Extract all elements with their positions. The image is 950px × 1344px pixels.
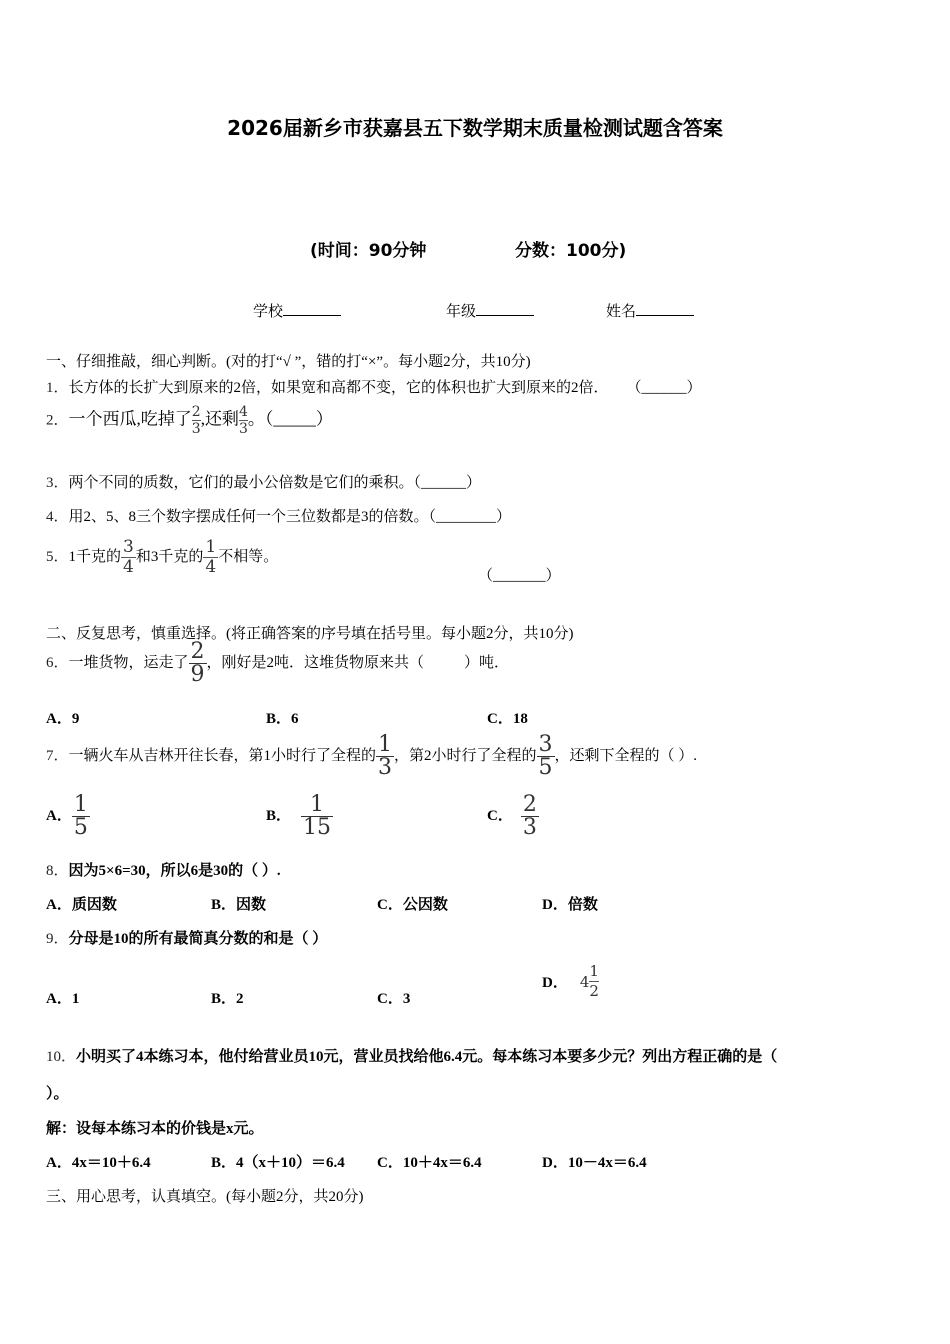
q10-option-b[interactable]: B．4（x＋10）＝6.4 (211, 1155, 345, 1171)
q5-number: 5． (46, 548, 69, 565)
q7-f1-num: 1 (378, 732, 393, 757)
question-10 (46, 1045, 777, 1066)
q7-number: 7． (46, 747, 69, 764)
q6-text-c: ）吨． (464, 654, 510, 671)
q7-f2-num: 3 (538, 732, 553, 757)
q2-fraction-1 (192, 404, 201, 437)
q7-fraction-2 (537, 734, 555, 779)
q6-number: 6． (46, 654, 69, 671)
q7-option-b-label: B． (266, 807, 292, 824)
exam-score: 分数：100分) (515, 241, 627, 261)
q9-option-c[interactable]: C．3 (377, 991, 411, 1007)
q7-a-den: 5 (73, 815, 88, 840)
grade-label: 年级 (446, 304, 477, 320)
grade-blank[interactable] (476, 301, 534, 316)
q7-c-num: 2 (522, 792, 537, 817)
question-9 (46, 927, 327, 948)
q7-option-c-label: C． (487, 807, 513, 824)
q5-f2-den: 4 (205, 557, 217, 577)
q10-option-d[interactable]: D．10－4x＝6.4 (542, 1155, 647, 1171)
question-6 (46, 641, 509, 686)
q8-option-b[interactable]: B．因数 (211, 897, 267, 913)
q6-option-b[interactable]: B．6 (266, 711, 299, 727)
q2-fraction-2 (239, 404, 248, 437)
name-label: 姓名 (606, 304, 637, 320)
q3-blank[interactable]: （______） (413, 475, 482, 491)
name-field (606, 300, 694, 321)
q10-option-c[interactable]: C．10＋4x＝6.4 (377, 1155, 482, 1171)
q8-text: 因为5×6=30，所以6是30的（ ）. (68, 863, 281, 879)
q9-option-d[interactable] (542, 962, 599, 1001)
q5-blank[interactable]: （_______） (478, 568, 561, 584)
q9-d-den: 2 (589, 982, 599, 1000)
q5-fraction-2 (203, 538, 218, 577)
q9-option-d-whole: 4 (579, 972, 590, 991)
q7-text-b: ，第2小时行了全程的 (394, 747, 537, 764)
q10-number: 10． (46, 1049, 77, 1065)
q8-option-d[interactable]: D．倍数 (542, 897, 598, 913)
section-1-heading: 一、仔细推敲，细心判断。(对的打“√ ”，错的打“×”。每小题2分，共10分) (46, 354, 531, 370)
q2-text-a: 一个西瓜,吃掉了 (68, 409, 192, 429)
q6-text-a: 一堆货物，运走了 (68, 654, 189, 671)
q8-option-a[interactable]: A．质因数 (46, 897, 117, 913)
q8-number: 8． (46, 863, 69, 879)
q7-c-den: 3 (522, 815, 537, 840)
question-5 (46, 538, 278, 577)
question-7 (46, 734, 697, 779)
q2-f1-num: 2 (191, 404, 201, 420)
q2-f2-num: 4 (238, 404, 248, 420)
q7-f1-den: 3 (378, 755, 393, 780)
q10-line-1: 小明买了4本练习本，他付给营业员10元，营业员找给他6.4元。每本练习本要多少元？列出方程正确的是（ (76, 1049, 778, 1065)
q6-option-a[interactable]: A．9 (46, 711, 80, 727)
q5-text-b: 和3千克的 (135, 548, 204, 565)
q6-f-num: 2 (190, 639, 205, 664)
question-1 (46, 376, 702, 397)
q7-option-a[interactable] (46, 794, 90, 839)
q7-fraction-1 (376, 734, 394, 779)
q7-option-b-fraction (301, 794, 333, 839)
q8-option-c[interactable]: C．公因数 (377, 897, 448, 913)
q5-text-c: 不相等。 (218, 548, 279, 565)
q6-fraction (189, 641, 207, 686)
q2-f1-den: 3 (191, 421, 201, 437)
section-3-heading: 三、用心思考，认真填空。(每小题2分，共20分) (46, 1189, 364, 1205)
q7-option-b[interactable] (266, 794, 333, 839)
q2-text-c[interactable]: 。（_____） (247, 409, 333, 429)
q9-option-d-label: D． (542, 975, 568, 991)
name-blank[interactable] (636, 301, 694, 316)
q5-f2-num: 1 (205, 537, 217, 557)
q2-text-b: ,还剩 (200, 409, 239, 429)
q5-fraction-1 (121, 538, 136, 577)
q5-f1-den: 4 (123, 557, 134, 577)
q7-option-c[interactable] (487, 794, 539, 839)
q7-text-c: ，还剩下全程的（ ）. (554, 747, 698, 764)
q9-text: 分母是10的所有最简真分数的和是（ ） (68, 931, 328, 947)
q1-text: 长方体的长扩大到原来的2倍，如果宽和高都不变，它的体积也扩大到原来的2倍． (68, 380, 609, 396)
q9-option-d-fraction (589, 962, 599, 1001)
q9-option-b[interactable]: B．2 (211, 991, 244, 1007)
q7-b-den: 15 (303, 815, 332, 840)
q3-text: 两个不同的质数，它们的最小公倍数是它们的乘积。 (68, 475, 414, 491)
section-2-heading: 二、反复思考，慎重选择。(将正确答案的序号填在括号里。每小题2分，共10分) (46, 626, 574, 642)
q4-number: 4． (46, 509, 69, 525)
q6-option-c[interactable]: C．18 (487, 711, 528, 727)
q7-text-a: 一辆火车从吉林开往长春，第1小时行了全程的 (68, 747, 377, 764)
question-2 (46, 404, 333, 437)
q7-option-a-fraction (72, 794, 90, 839)
q5-text-a: 1千克的 (68, 548, 122, 565)
q7-option-a-label: A． (46, 807, 72, 824)
q9-d-num: 1 (589, 962, 599, 980)
q7-b-num: 1 (310, 792, 325, 817)
q5-f1-num: 3 (123, 537, 134, 557)
question-4 (46, 505, 511, 526)
q9-option-a[interactable]: A．1 (46, 991, 80, 1007)
q10-line-2: ）。 (46, 1086, 69, 1102)
exam-time: (时间：90分钟 (310, 241, 427, 261)
grade-field (446, 300, 534, 321)
q10-option-a[interactable]: A．4x＝10＋6.4 (46, 1155, 151, 1171)
q4-text: 用2、5、8三个数字摆成任何一个三位数都是3的倍数。 (68, 509, 429, 525)
q1-number: 1． (46, 380, 69, 396)
q9-number: 9． (46, 931, 69, 947)
q4-blank[interactable]: （________） (428, 509, 512, 525)
q2-f2-den: 3 (238, 421, 248, 437)
q7-option-c-fraction (521, 794, 539, 839)
school-blank[interactable] (283, 301, 341, 316)
q2-number: 2． (46, 412, 69, 429)
school-field (253, 300, 341, 321)
q3-number: 3． (46, 475, 69, 491)
question-3 (46, 471, 481, 492)
q10-solution: 解：设每本练习本的价钱是x元。 (46, 1121, 264, 1137)
q6-f-den: 9 (190, 662, 205, 687)
q7-f2-den: 5 (538, 755, 553, 780)
q6-text-b: ，刚好是2吨．这堆货物原来共（ (206, 654, 425, 671)
q7-a-num: 1 (73, 792, 88, 817)
question-8 (46, 859, 281, 880)
page-title: 2026届新乡市获嘉县五下数学期末质量检测试题含答案 (227, 116, 723, 140)
q1-blank[interactable]: （______） (626, 380, 702, 396)
school-label: 学校 (253, 304, 284, 320)
